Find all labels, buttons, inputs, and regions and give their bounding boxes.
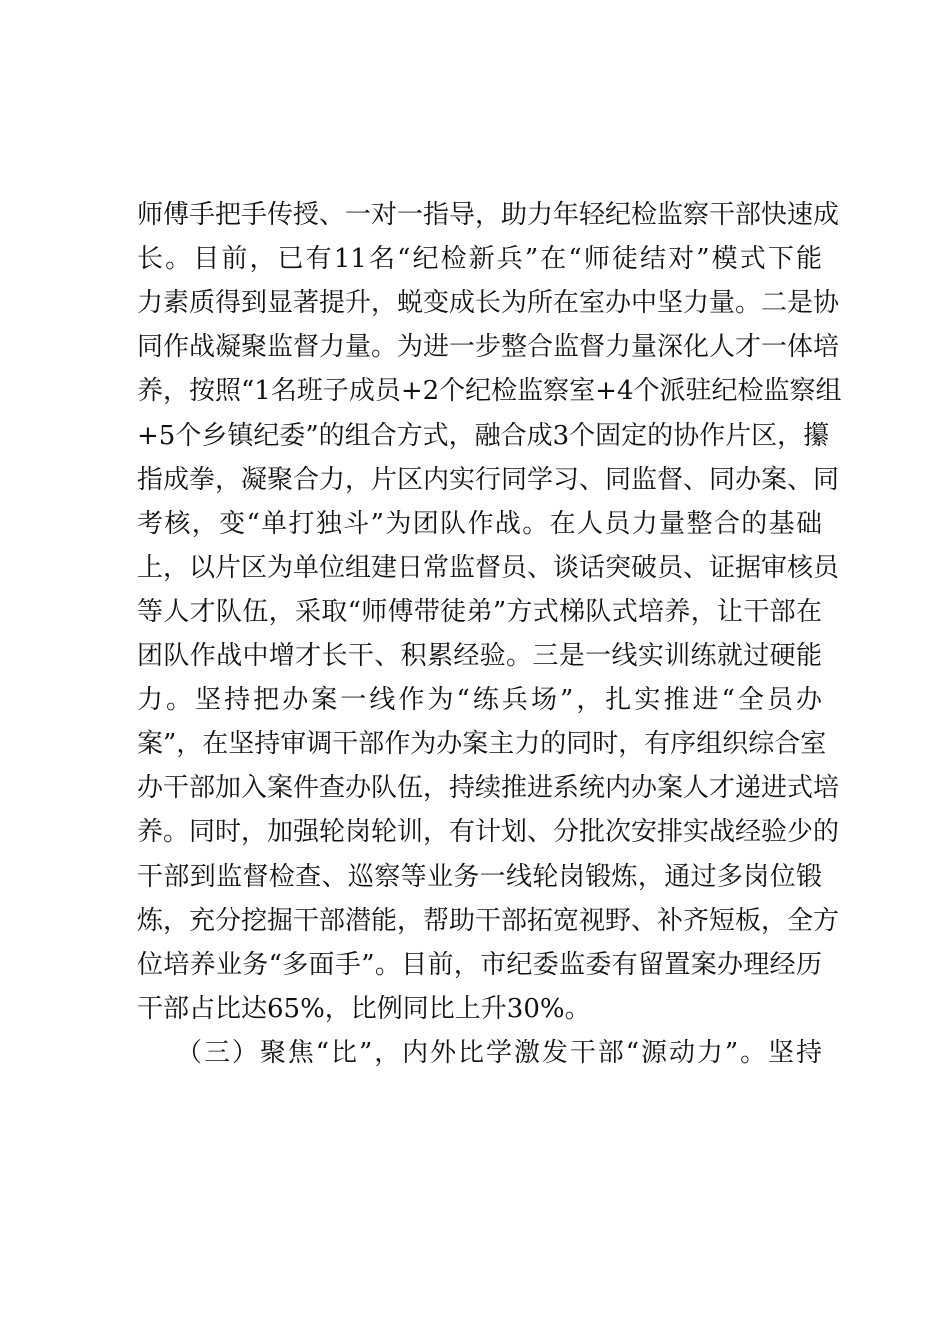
paragraph-line: 养，按照“1名班子成员+2个纪检监察室+4个派驻纪检监察组 — [137, 376, 842, 407]
paragraph-line: 同作战凝聚监督力量。为进一步整合监督力量深化人才一体培 — [137, 332, 840, 363]
paragraph-line: 案”，在坚持审调干部作为办案主力的同时，有序组织综合室 — [137, 729, 827, 760]
paragraph-line: 干部到监督检查、巡察等业务一线轮岗锻炼，通过多岗位锻 — [137, 861, 822, 892]
paragraph-line: 上，以片区为单位组建日常监督员、谈话突破员、证据审核员 — [137, 552, 840, 583]
paragraph-line: 炼，充分挖掘干部潜能，帮助干部拓宽视野、补齐短板，全方 — [137, 905, 840, 936]
paragraph-line: 力。坚持把办案一线作为“练兵场”，扎实推进“全员办 — [137, 685, 822, 716]
paragraph-line: 办干部加入案件查办队伍，持续推进系统内办案人才递进式培 — [137, 773, 840, 804]
paragraph-line: 养。同时，加强轮岗轮训，有计划、分批次安排实战经验少的 — [137, 817, 840, 848]
paragraph-line: 力素质得到显著提升，蜕变成长为所在室办中坚力量。二是协 — [137, 288, 840, 319]
paragraph-line: 考核，变“单打独斗”为团队作战。在人员力量整合的基础 — [137, 508, 822, 539]
paragraph-line: 位培养业务“多面手”。目前，市纪委监委有留置案办理经历 — [137, 949, 822, 980]
paragraph-line: 团队作战中增才长干、积累经验。三是一线实训练就过硬能 — [137, 641, 822, 671]
paragraph-line: 干部占比达65%，比例同比上升30%。 — [137, 993, 591, 1024]
paragraph-line: +5个乡镇纪委”的组合方式，融合成3个固定的协作片区，攥 — [137, 420, 830, 451]
paragraph-line: 长。目前，已有11名“纪检新兵”在“师徒结对”模式下能 — [137, 244, 822, 275]
paragraph-line: 指成拳，凝聚合力，片区内实行同学习、同监督、同办案、同 — [137, 464, 840, 495]
paragraph-line: 师傅手把手传授、一对一指导，助力年轻纪检监察干部快速成 — [137, 200, 840, 230]
paragraph-line: 等人才队伍，采取“师傅带徒弟”方式梯队式培养，让干部在 — [137, 596, 822, 627]
section-heading-line: （三）聚焦“比”，内外比学激发干部“源动力”。坚持 — [176, 1037, 822, 1068]
